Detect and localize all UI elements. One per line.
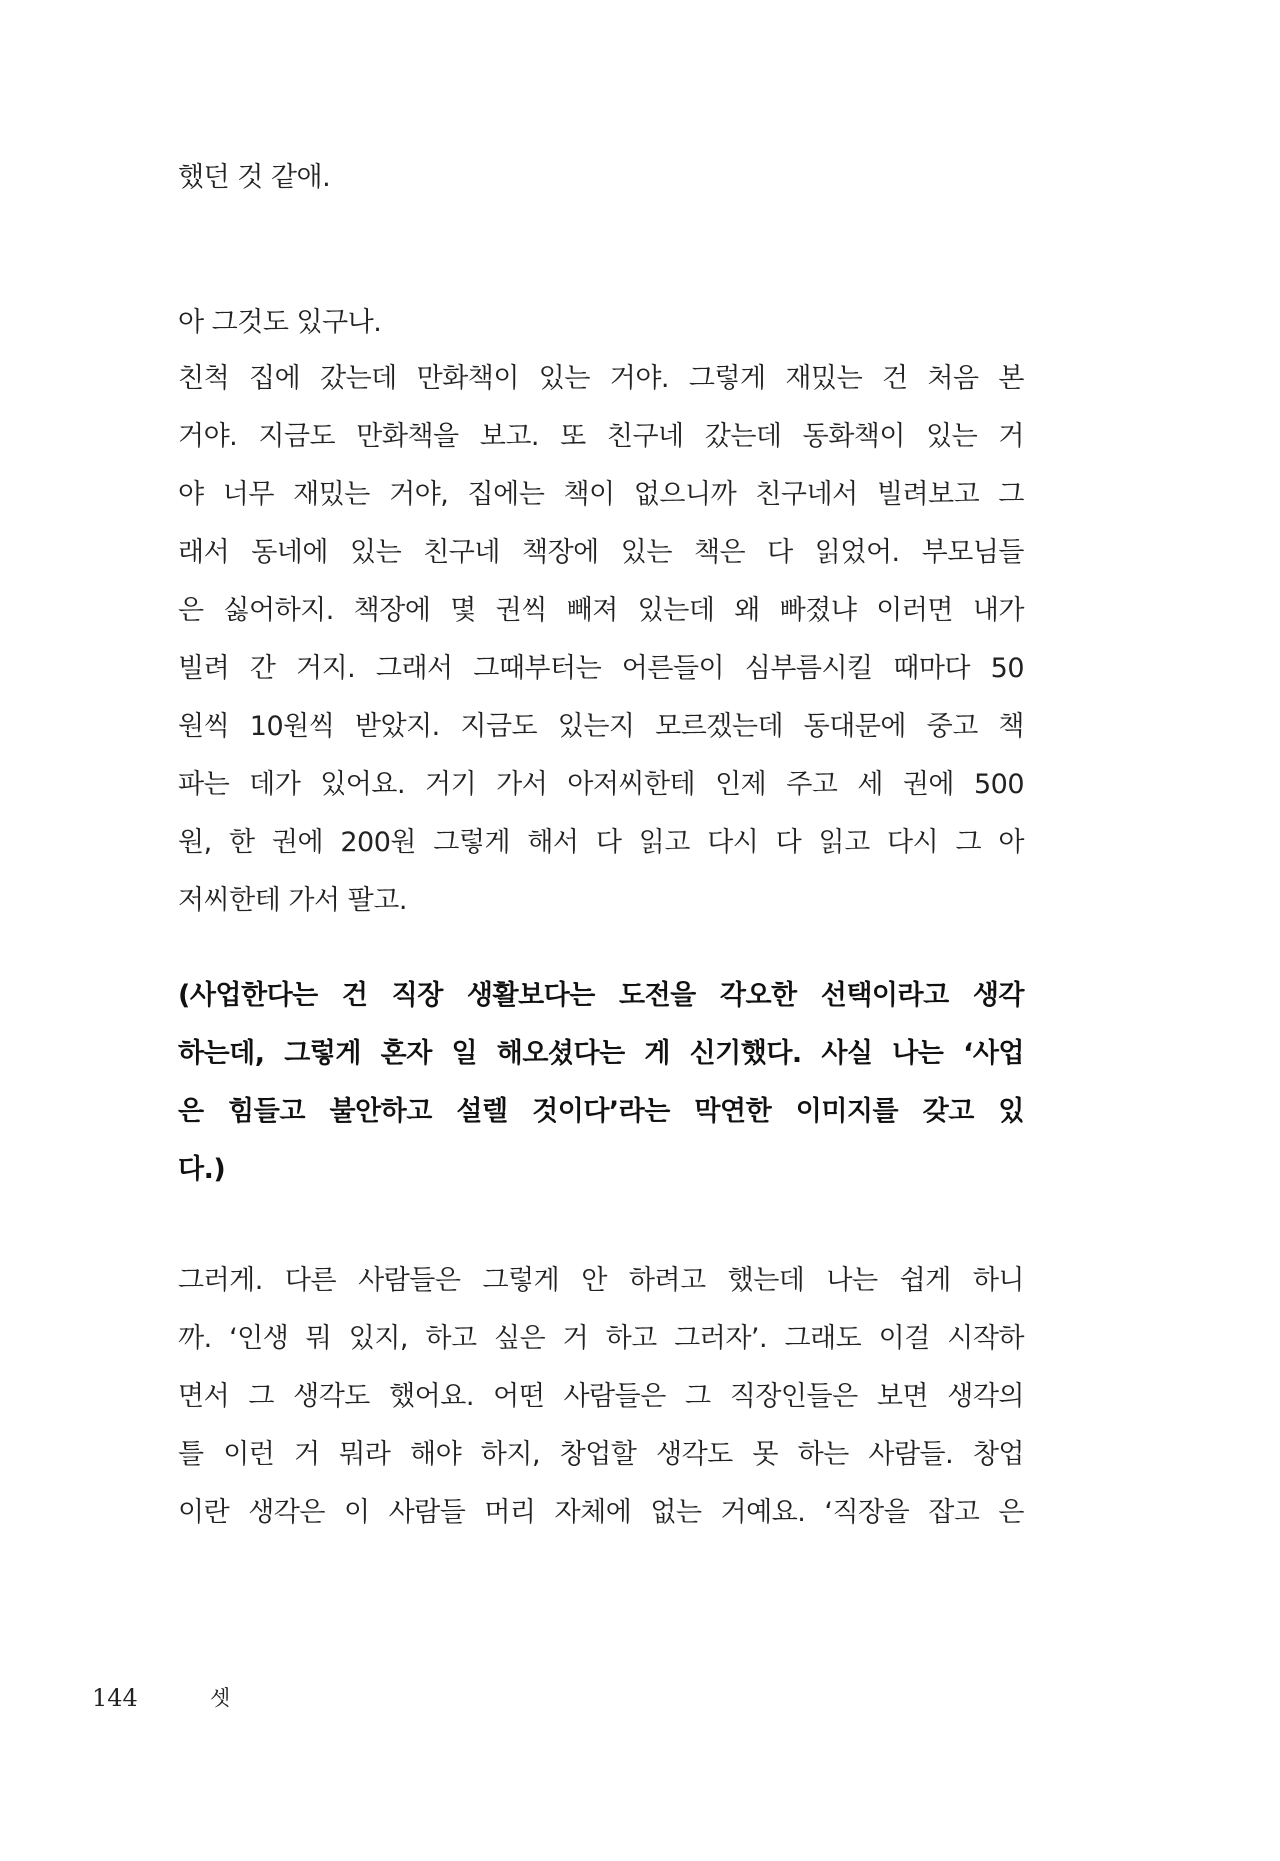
text-line: 틀 이런 거 뭐라 해야 하지, 창업할 생각도 못 하는 사람들. 창업 bbox=[178, 1439, 1024, 1470]
text-line: 저씨한테 가서 팔고. bbox=[178, 885, 407, 916]
text-line: 까. ‘인생 뭐 있지, 하고 싶은 거 하고 그러자’. 그래도 이걸 시작하 bbox=[178, 1323, 1024, 1354]
text-line-bold: 은 힘들고 불안하고 설렐 것이다’라는 막연한 이미지를 갖고 있 bbox=[178, 1096, 1024, 1127]
text-line: 래서 동네에 있는 친구네 책장에 있는 책은 다 읽었어. 부모님들 bbox=[178, 537, 1024, 568]
text-line: 은 싫어하지. 책장에 몇 권씩 빼져 있는데 왜 빠졌냐 이러면 내가 bbox=[178, 595, 1024, 626]
text-line-bold: 다.) bbox=[178, 1154, 226, 1185]
text-line: 했던 것 같애. bbox=[178, 162, 331, 193]
text-line: 면서 그 생각도 했어요. 어떤 사람들은 그 직장인들은 보면 생각의 bbox=[178, 1381, 1024, 1412]
text-line-bold: (사업한다는 건 직장 생활보다는 도전을 각오한 선택이라고 생각 bbox=[178, 980, 1024, 1011]
text-line: 이란 생각은 이 사람들 머리 자체에 없는 거예요. ‘직장을 잡고 은 bbox=[178, 1497, 1024, 1528]
text-line: 그러게. 다른 사람들은 그렇게 안 하려고 했는데 나는 쉽게 하니 bbox=[178, 1265, 1024, 1296]
text-line: 원, 한 권에 200원 그렇게 해서 다 읽고 다시 다 읽고 다시 그 아 bbox=[178, 827, 1024, 858]
text-line: 거야. 지금도 만화책을 보고. 또 친구네 갔는데 동화책이 있는 거 bbox=[178, 421, 1024, 452]
page-number: 144 bbox=[92, 1684, 138, 1712]
text-line-bold: 하는데, 그렇게 혼자 일 해오셨다는 게 신기했다. 사실 나는 ‘사업 bbox=[178, 1038, 1024, 1069]
text-line: 원씩 10원씩 받았지. 지금도 있는지 모르겠는데 동대문에 중고 책 bbox=[178, 711, 1024, 742]
text-line: 빌려 간 거지. 그래서 그때부터는 어른들이 심부름시킬 때마다 50 bbox=[178, 653, 1024, 684]
text-line: 파는 데가 있어요. 거기 가서 아저씨한테 인제 주고 세 권에 500 bbox=[178, 769, 1024, 800]
text-line: 야 너무 재밌는 거야, 집에는 책이 없으니까 친구네서 빌려보고 그 bbox=[178, 479, 1024, 510]
text-line: 아 그것도 있구나. bbox=[178, 307, 382, 338]
section-title: 셋 bbox=[210, 1686, 231, 1710]
text-line: 친척 집에 갔는데 만화책이 있는 거야. 그렇게 재밌는 건 처음 본 bbox=[178, 363, 1024, 394]
